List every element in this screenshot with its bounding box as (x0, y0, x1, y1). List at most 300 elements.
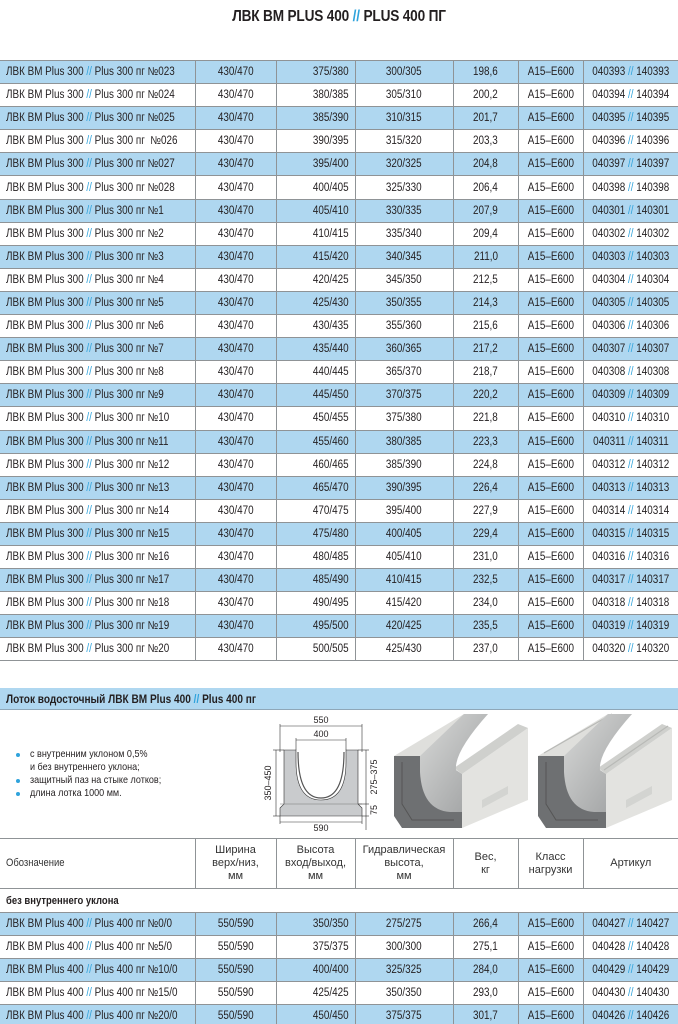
cell-designation (0, 913, 195, 936)
load-class-value: A15–E600 (527, 574, 574, 587)
title-slash: // (352, 8, 360, 25)
cell-weight (453, 499, 518, 522)
designation-slash: // (86, 89, 92, 102)
designation-part-1: ЛВК BM Plus 300 (6, 250, 84, 263)
designation-part-2: Plus 300 пг №14 (94, 504, 170, 517)
table-row (0, 407, 678, 430)
cell-load (518, 222, 583, 245)
hydro-value: 325/325 (386, 964, 422, 977)
cell-designation (0, 615, 195, 638)
cell-designation (0, 499, 195, 522)
load-class-value: A15–E600 (527, 918, 574, 931)
cell-height (276, 638, 355, 661)
designation-part-2: Plus 300 пг №17 (94, 574, 170, 587)
cell-designation (0, 291, 195, 314)
designation-part-1: ЛВК BM Plus 300 (6, 366, 84, 379)
designation-part-1: ЛВК BM Plus 300 (6, 389, 84, 402)
feature-text: защитный паз на стыке лотков; (30, 774, 162, 786)
hydro-value: 330/335 (386, 204, 422, 217)
table-row (0, 1005, 678, 1024)
designation-slash: // (86, 435, 92, 448)
article-part-2: 140316 (636, 551, 670, 564)
cell-width (195, 268, 276, 291)
article-slash: // (627, 964, 634, 977)
designation-part-1: ЛВК BM Plus 400 (6, 964, 84, 977)
section-title-suffix: Plus 400 пг (202, 692, 257, 706)
article-part-2: 140312 (636, 458, 670, 471)
header-text: кг (481, 863, 490, 876)
weight-value: 224,8 (473, 458, 498, 471)
height-value: 460/465 (312, 458, 349, 471)
width-value: 430/470 (217, 181, 254, 194)
load-class-value: A15–E600 (527, 389, 574, 402)
hydro-value: 300/300 (386, 941, 422, 954)
cell-hydro (355, 199, 453, 222)
cell-load (518, 176, 583, 199)
weight-value: 266,4 (473, 918, 498, 931)
width-value: 430/470 (217, 135, 254, 148)
designation-slash: // (86, 504, 92, 517)
load-class-value: A15–E600 (527, 227, 574, 240)
cell-width (195, 453, 276, 476)
cell-width (195, 384, 276, 407)
designation-part-1: ЛВК BM Plus 300 (6, 620, 84, 633)
load-class-value: A15–E600 (527, 1010, 574, 1023)
cell-designation (0, 569, 195, 592)
load-class-value: A15–E600 (527, 135, 574, 148)
cell-designation (0, 245, 195, 268)
cell-article (583, 959, 678, 982)
load-class-value: A15–E600 (527, 964, 574, 977)
width-value: 430/470 (217, 204, 254, 217)
cell-hydro (355, 453, 453, 476)
cell-designation (0, 107, 195, 130)
article-part-2: 140309 (636, 389, 670, 402)
designation-slash: // (86, 158, 92, 171)
designation-part-1: ЛВК BM Plus 300 (6, 343, 84, 356)
article-slash: // (627, 135, 634, 148)
width-value: 430/470 (217, 66, 254, 79)
cell-weight (453, 569, 518, 592)
header-text: Артикул (610, 857, 652, 869)
designation-slash: // (86, 227, 92, 240)
height-value: 445/450 (312, 389, 349, 402)
article-part-1: 040311 (592, 435, 626, 448)
dim-height-total: 350–450 (263, 765, 273, 801)
width-value: 430/470 (217, 273, 254, 286)
designation-part-1: ЛВК BM Plus 300 (6, 574, 84, 587)
hydro-value: 375/375 (386, 1010, 422, 1023)
article-slash: // (627, 412, 634, 425)
designation-part-1: ЛВК BM Plus 300 (6, 181, 84, 194)
cell-hydro (355, 476, 453, 499)
cell-article (583, 476, 678, 499)
designation-slash: // (86, 366, 92, 379)
designation-slash: // (86, 597, 92, 610)
article-part-1: 040317 (592, 574, 626, 587)
article-part-1: 040393 (592, 66, 626, 79)
cell-article (583, 615, 678, 638)
height-value: 375/375 (312, 941, 349, 954)
header-text: мм (307, 870, 324, 882)
weight-value: 229,4 (473, 527, 498, 540)
cell-width (195, 913, 276, 936)
weight-value: 284,0 (473, 964, 498, 977)
designation-part-1: ЛВК BM Plus 300 (6, 204, 84, 217)
width-value: 430/470 (217, 412, 254, 425)
width-value: 430/470 (217, 574, 254, 587)
table-row (0, 592, 678, 615)
designation-part-2: Plus 300 пг №1 (94, 204, 164, 217)
article-slash: // (627, 366, 634, 379)
height-value: 395/400 (312, 158, 349, 171)
cell-width (195, 499, 276, 522)
article-part-2: 140317 (636, 574, 670, 587)
article-part-2: 140393 (636, 66, 670, 79)
cell-designation (0, 153, 195, 176)
cell-designation (0, 453, 195, 476)
article-slash: // (627, 458, 634, 471)
plus300-table (0, 60, 678, 661)
weight-value: 227,9 (473, 504, 498, 517)
height-value: 490/495 (312, 597, 349, 610)
cell-article (583, 913, 678, 936)
load-class-value: A15–E600 (527, 435, 574, 448)
cell-width (195, 176, 276, 199)
cell-load (518, 361, 583, 384)
cell-designation (0, 268, 195, 291)
cell-article (583, 545, 678, 568)
designation-slash: // (86, 458, 92, 471)
cell-designation (0, 1005, 195, 1024)
cell-height (276, 384, 355, 407)
article-slash: // (627, 89, 634, 102)
weight-value: 203,3 (473, 135, 498, 148)
cell-load (518, 130, 583, 153)
cell-weight (453, 959, 518, 982)
designation-part-2: Plus 300 пг №12 (94, 458, 170, 471)
designation-slash: // (86, 250, 92, 263)
article-part-2: 140426 (636, 1010, 670, 1023)
feature-text: и без внутреннего уклона; (30, 761, 140, 773)
table-subheader-row (0, 889, 678, 913)
hydro-value: 385/390 (386, 458, 422, 471)
cell-load (518, 430, 583, 453)
cell-weight (453, 913, 518, 936)
designation-part-2: Plus 300 пг №025 (94, 112, 175, 125)
width-value: 550/590 (217, 918, 254, 931)
hydro-value: 355/360 (386, 320, 422, 333)
cell-load (518, 245, 583, 268)
cell-designation (0, 545, 195, 568)
cell-weight (453, 522, 518, 545)
cell-width (195, 522, 276, 545)
cell-article (583, 384, 678, 407)
header-text: Обозначение (6, 857, 65, 869)
designation-part-1: ЛВК BM Plus 400 (6, 987, 84, 1000)
designation-part-2: Plus 300 пг №8 (94, 366, 164, 379)
table-row (0, 936, 678, 959)
cell-height (276, 499, 355, 522)
cell-height (276, 61, 355, 84)
hydro-value: 325/330 (386, 181, 422, 194)
article-part-2: 140313 (636, 481, 670, 494)
designation-slash: // (86, 918, 92, 931)
height-value: 410/415 (312, 227, 349, 240)
weight-value: 201,7 (473, 112, 498, 125)
cell-weight (453, 176, 518, 199)
cell-weight (453, 407, 518, 430)
cell-width (195, 476, 276, 499)
cell-width (195, 592, 276, 615)
designation-part-1: ЛВК BM Plus 300 (6, 273, 84, 286)
table-row (0, 384, 678, 407)
cell-hydro (355, 959, 453, 982)
hydro-value: 345/350 (386, 273, 422, 286)
cell-height (276, 176, 355, 199)
width-value: 550/590 (217, 964, 254, 977)
article-part-1: 040316 (592, 551, 626, 564)
article-part-2: 140428 (636, 941, 670, 954)
cell-designation (0, 407, 195, 430)
hydro-value: 275/275 (386, 918, 422, 931)
article-slash: // (627, 918, 634, 931)
article-slash: // (627, 527, 634, 540)
cell-hydro (355, 268, 453, 291)
cell-load (518, 615, 583, 638)
designation-part-1: ЛВК BM Plus 300 (6, 66, 84, 79)
cell-load (518, 569, 583, 592)
hydro-value: 380/385 (386, 435, 422, 448)
channel-photo-grooved (536, 712, 676, 830)
cell-designation (0, 130, 195, 153)
height-value: 495/500 (312, 620, 349, 633)
cell-article (583, 407, 678, 430)
height-value: 430/435 (312, 320, 349, 333)
article-part-2: 140308 (636, 366, 670, 379)
cell-weight (453, 430, 518, 453)
cell-width (195, 222, 276, 245)
page-title (41, 8, 638, 26)
load-class-value: A15–E600 (527, 250, 574, 263)
article-slash: // (627, 204, 634, 217)
designation-slash: // (86, 412, 92, 425)
article-part-2: 140430 (636, 987, 670, 1000)
cell-hydro (355, 315, 453, 338)
article-part-1: 040396 (592, 135, 626, 148)
designation-slash: // (86, 135, 92, 148)
cell-load (518, 107, 583, 130)
article-part-1: 040304 (592, 273, 626, 286)
feature-text: с внутренним уклоном 0,5% (30, 748, 148, 760)
cell-weight (453, 453, 518, 476)
feature-item-continuation (14, 761, 244, 774)
header-text: высота, (384, 857, 424, 869)
cell-width (195, 291, 276, 314)
weight-value: 237,0 (473, 643, 498, 656)
designation-part-1: ЛВК BM Plus 300 (6, 481, 84, 494)
weight-value: 301,7 (473, 1010, 498, 1023)
cell-weight (453, 153, 518, 176)
article-part-1: 040320 (592, 643, 626, 656)
cell-width (195, 430, 276, 453)
width-value: 430/470 (217, 458, 254, 471)
cell-width (195, 84, 276, 107)
designation-part-2: Plus 300 пг №6 (94, 320, 164, 333)
header-text: Ширина (215, 844, 256, 856)
cell-article (583, 569, 678, 592)
cell-width (195, 245, 276, 268)
table-row (0, 176, 678, 199)
table-row (0, 982, 678, 1005)
header-article (583, 839, 678, 889)
cell-designation (0, 936, 195, 959)
designation-slash: // (86, 643, 92, 656)
cell-weight (453, 84, 518, 107)
article-slash: // (627, 296, 634, 309)
height-value: 485/490 (312, 574, 349, 587)
designation-part-1: ЛВК BM Plus 400 (6, 941, 84, 954)
load-class-value: A15–E600 (527, 527, 574, 540)
cell-article (583, 361, 678, 384)
article-part-1: 040308 (592, 366, 626, 379)
designation-part-2: Plus 300 пг №3 (94, 250, 164, 263)
plus400-table (0, 838, 678, 1024)
height-value: 440/445 (312, 366, 349, 379)
cell-article (583, 291, 678, 314)
header-text: Вес, (474, 850, 497, 863)
cell-weight (453, 1005, 518, 1024)
cell-weight (453, 545, 518, 568)
load-class-value: A15–E600 (527, 112, 574, 125)
cell-height (276, 615, 355, 638)
article-part-1: 040310 (592, 412, 626, 425)
dim-height-base: 75 (369, 804, 379, 816)
article-part-1: 040313 (592, 481, 626, 494)
article-part-1: 040398 (592, 181, 626, 194)
cell-designation (0, 638, 195, 661)
cell-weight (453, 936, 518, 959)
weight-value: 217,2 (473, 343, 498, 356)
cell-load (518, 638, 583, 661)
cell-hydro (355, 499, 453, 522)
designation-part-1: ЛВК BM Plus 300 (6, 458, 84, 471)
height-value: 390/395 (312, 135, 349, 148)
designation-part-1: ЛВК BM Plus 300 (6, 227, 84, 240)
table-row (0, 913, 678, 936)
cell-designation (0, 199, 195, 222)
designation-part-2: Plus 300 пг №10 (94, 412, 170, 425)
article-slash: // (627, 320, 634, 333)
cell-load (518, 384, 583, 407)
cell-hydro (355, 407, 453, 430)
designation-part-2: Plus 300 пг №4 (94, 273, 164, 286)
designation-slash: // (86, 66, 92, 79)
cell-designation (0, 522, 195, 545)
cell-weight (453, 130, 518, 153)
cell-weight (453, 638, 518, 661)
width-value: 430/470 (217, 389, 254, 402)
hydro-value: 365/370 (386, 366, 422, 379)
height-value: 470/475 (312, 504, 349, 517)
height-value: 375/380 (312, 66, 349, 79)
cell-height (276, 268, 355, 291)
width-value: 550/590 (217, 941, 254, 954)
height-value: 350/350 (312, 918, 349, 931)
designation-part-1: ЛВК BM Plus 300 (6, 597, 84, 610)
height-value: 425/430 (312, 296, 349, 309)
cell-height (276, 291, 355, 314)
cell-weight (453, 338, 518, 361)
width-value: 430/470 (217, 435, 254, 448)
header-text: Гидравлическая (362, 844, 446, 856)
table-row (0, 84, 678, 107)
article-part-2: 140310 (636, 412, 670, 425)
hydro-value: 300/305 (386, 66, 422, 79)
hydro-value: 360/365 (386, 343, 422, 356)
weight-value: 200,2 (473, 89, 498, 102)
table-row (0, 199, 678, 222)
article-part-2: 140304 (636, 273, 670, 286)
cell-designation (0, 315, 195, 338)
designation-part-1: ЛВК BM Plus 300 (6, 320, 84, 333)
cell-hydro (355, 1005, 453, 1024)
width-value: 430/470 (217, 527, 254, 540)
designation-slash: // (86, 204, 92, 217)
hydro-value: 335/340 (386, 227, 422, 240)
article-part-1: 040315 (592, 527, 626, 540)
designation-part-2: Plus 300 пг №5 (94, 296, 164, 309)
width-value: 430/470 (217, 250, 254, 263)
hydro-value: 425/430 (386, 643, 422, 656)
article-part-2: 140311 (636, 435, 669, 448)
header-text: мм (396, 870, 412, 882)
cell-load (518, 545, 583, 568)
height-value: 480/485 (312, 551, 349, 564)
designation-part-2: Plus 300 пг №026 (94, 135, 178, 148)
article-part-2: 140395 (636, 112, 670, 125)
hydro-value: 370/375 (386, 389, 422, 402)
cell-height (276, 407, 355, 430)
cell-load (518, 199, 583, 222)
cell-weight (453, 592, 518, 615)
designation-slash: // (86, 296, 92, 309)
cell-height (276, 84, 355, 107)
article-part-2: 140319 (636, 620, 670, 633)
table-row (0, 615, 678, 638)
article-slash: // (627, 435, 634, 448)
article-slash: // (627, 941, 634, 954)
designation-part-2: Plus 400 пг №15/0 (94, 987, 178, 1000)
load-class-value: A15–E600 (527, 320, 574, 333)
designation-part-1: ЛВК BM Plus 300 (6, 504, 84, 517)
cell-load (518, 592, 583, 615)
weight-value: 275,1 (473, 941, 498, 954)
designation-part-1: ЛВК BM Plus 300 (6, 112, 84, 125)
article-part-1: 040305 (592, 296, 626, 309)
load-class-value: A15–E600 (527, 643, 574, 656)
subheader-text: без внутреннего уклона (6, 894, 119, 907)
article-slash: // (627, 112, 634, 125)
table-row (0, 499, 678, 522)
article-slash: // (627, 597, 634, 610)
cell-designation (0, 84, 195, 107)
cell-hydro (355, 384, 453, 407)
cell-article (583, 982, 678, 1005)
width-value: 430/470 (217, 320, 254, 333)
cell-load (518, 453, 583, 476)
weight-value: 207,9 (473, 204, 498, 217)
